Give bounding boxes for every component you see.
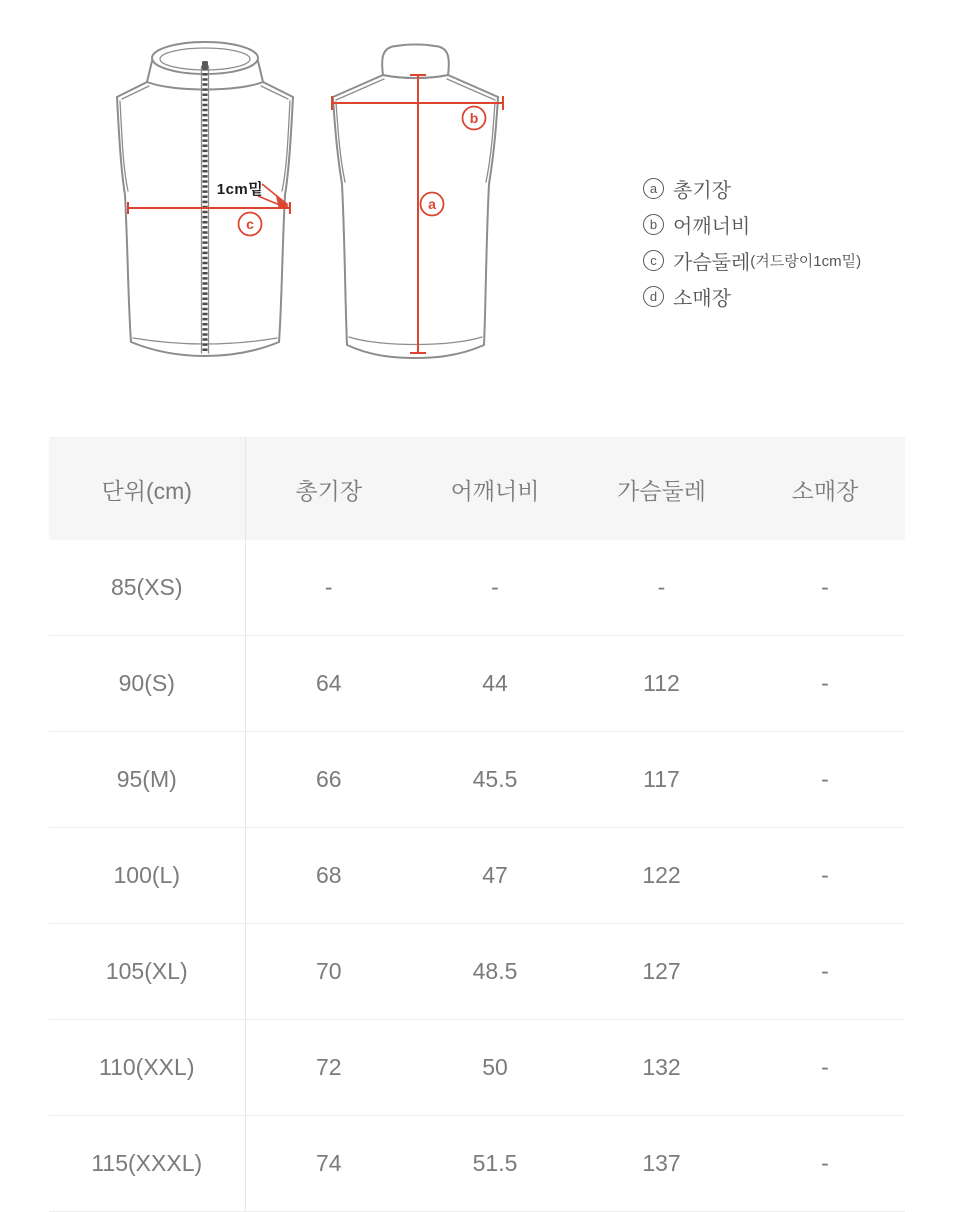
table-row	[49, 540, 905, 636]
table-row	[49, 828, 905, 924]
value-cell: 72	[245, 1020, 412, 1116]
legend-item	[643, 278, 861, 314]
value-cell: 51.5	[412, 1116, 578, 1212]
table-row	[49, 1116, 905, 1212]
column-header: 어깨너비	[412, 438, 578, 541]
legend-label: 총기장	[673, 179, 731, 202]
vest-back-outline	[333, 45, 498, 359]
value-cell: -	[245, 540, 412, 636]
legend-label: 소매장	[673, 287, 731, 310]
legend-marker-b-icon: b	[643, 214, 664, 235]
value-cell: -	[745, 636, 905, 732]
column-header: 단위(cm)	[49, 438, 245, 541]
table-row	[49, 1020, 905, 1116]
measurement-legend	[643, 170, 861, 314]
value-cell: -	[745, 1116, 905, 1212]
legend-label: 가슴둘레	[673, 251, 751, 274]
legend-note: (겨드랑이1cm밑)	[750, 252, 862, 270]
size-cell: 90(S)	[49, 636, 245, 732]
legend-item	[643, 206, 861, 242]
armpit-note: 1cm밑	[216, 181, 264, 198]
legend-label: 어깨너비	[673, 215, 751, 238]
value-cell: -	[745, 924, 905, 1020]
size-cell: 110(XXL)	[49, 1020, 245, 1116]
value-cell: 50	[412, 1020, 578, 1116]
value-cell: 47	[412, 828, 578, 924]
value-cell: 74	[245, 1116, 412, 1212]
legend-marker-a-icon: a	[643, 178, 664, 199]
value-cell: 112	[578, 636, 745, 732]
table-header-row	[49, 438, 905, 541]
legend-marker-d-icon: d	[643, 286, 664, 307]
legend-item	[643, 170, 861, 206]
table-row	[49, 732, 905, 828]
value-cell: -	[412, 540, 578, 636]
value-cell: 45.5	[412, 732, 578, 828]
value-cell: 44	[412, 636, 578, 732]
value-cell: 127	[578, 924, 745, 1020]
size-cell: 105(XL)	[49, 924, 245, 1020]
value-cell: 66	[245, 732, 412, 828]
legend-marker-c-icon: c	[643, 250, 664, 271]
svg-text:a: a	[428, 196, 436, 212]
vest-front-diagram	[95, 28, 310, 365]
value-cell: 48.5	[412, 924, 578, 1020]
value-cell: -	[745, 1020, 905, 1116]
value-cell: 117	[578, 732, 745, 828]
value-cell: -	[745, 732, 905, 828]
svg-text:b: b	[469, 110, 479, 126]
table-body	[49, 540, 905, 1212]
size-table	[49, 437, 905, 1212]
size-cell: 115(XXXL)	[49, 1116, 245, 1212]
value-cell: 132	[578, 1020, 745, 1116]
marker-a-icon	[421, 193, 444, 216]
legend-item	[643, 242, 861, 278]
size-cell: 95(M)	[49, 732, 245, 828]
value-cell: -	[745, 828, 905, 924]
table-row	[49, 636, 905, 732]
marker-b-icon	[463, 107, 486, 130]
zipper-pull	[202, 61, 208, 70]
column-header: 총기장	[245, 438, 412, 541]
size-cell: 85(XS)	[49, 540, 245, 636]
value-cell: 64	[245, 636, 412, 732]
column-header: 가슴둘레	[578, 438, 745, 541]
value-cell: -	[745, 540, 905, 636]
marker-c-icon	[239, 213, 262, 236]
value-cell: 137	[578, 1116, 745, 1212]
value-cell: 70	[245, 924, 412, 1020]
size-cell: 100(L)	[49, 828, 245, 924]
value-cell: 122	[578, 828, 745, 924]
measurement-diagram	[0, 0, 961, 437]
column-header: 소매장	[745, 438, 905, 541]
value-cell: -	[578, 540, 745, 636]
value-cell: 68	[245, 828, 412, 924]
svg-text:c: c	[246, 216, 254, 232]
vest-back-diagram	[318, 34, 513, 366]
table-row	[49, 924, 905, 1020]
